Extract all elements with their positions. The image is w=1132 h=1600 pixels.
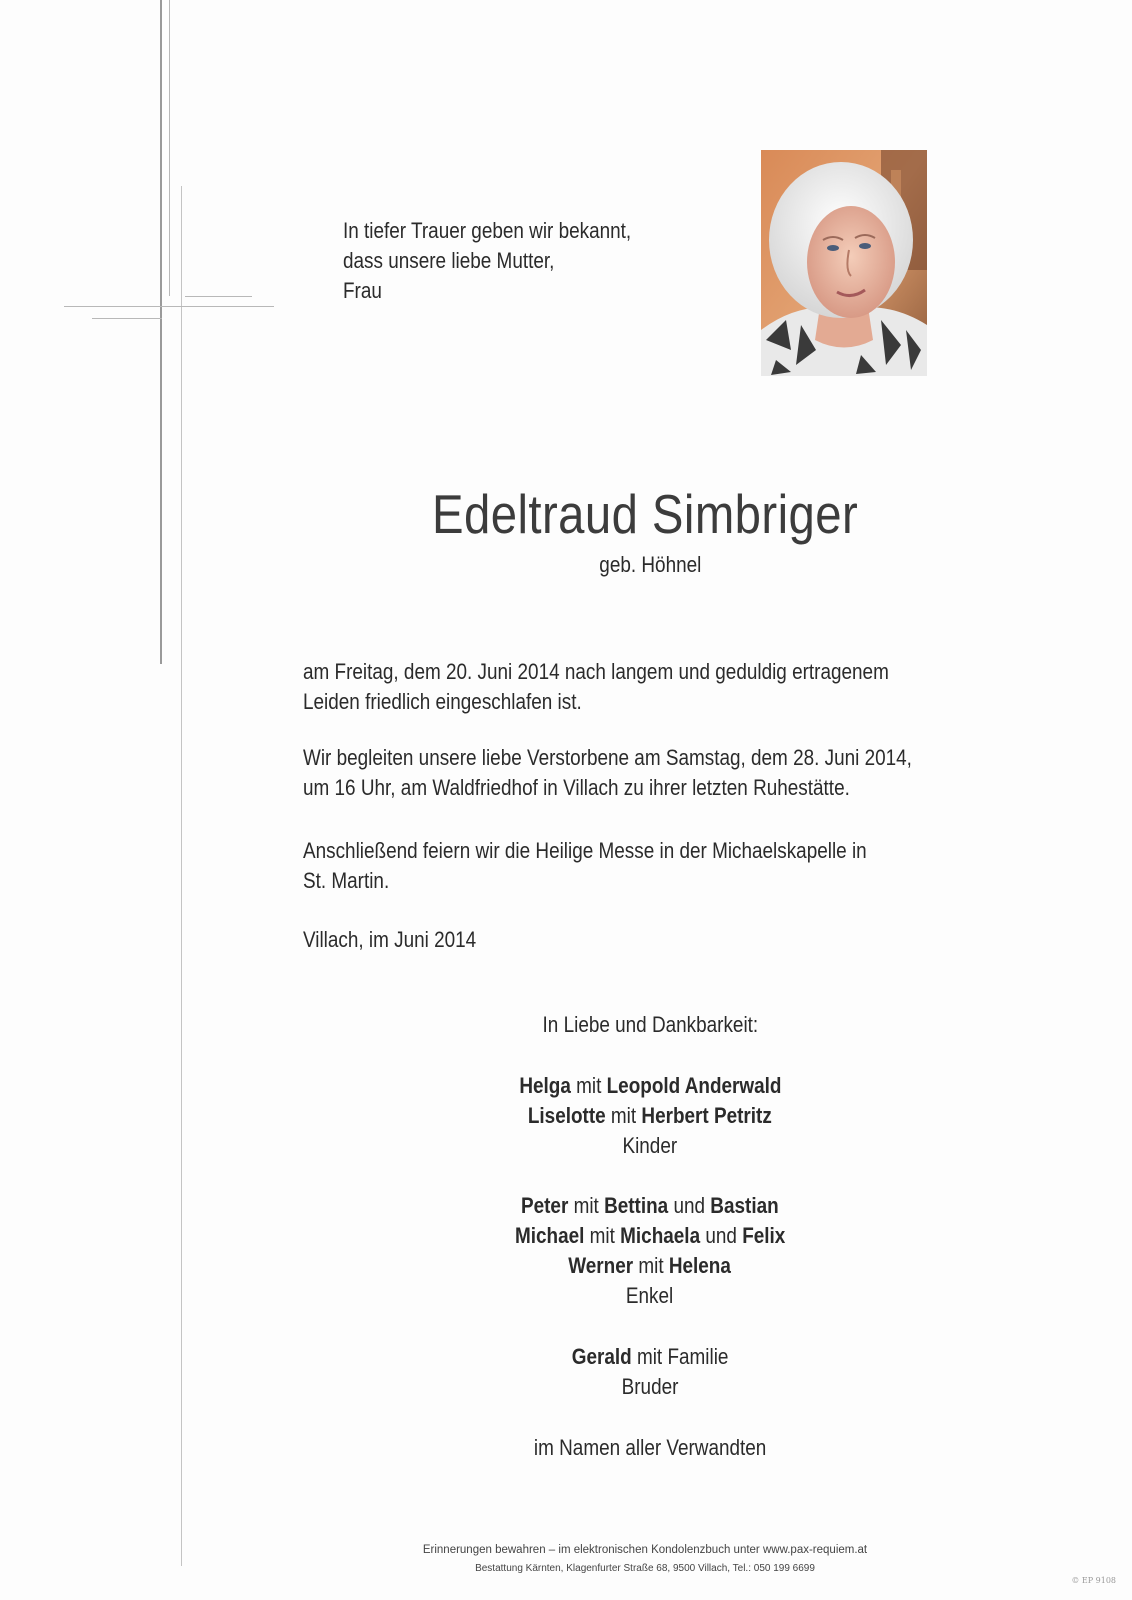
footer-line-1: Erinnerungen bewahren – im elektronischen Kondolenzbuch unter www.pax-requiem.at [422, 1544, 868, 1556]
body-p2-line2: um 16 Uhr, am Waldfriedhof in Villach zu ihrer letzten Ruhestätte. [303, 775, 850, 800]
body-p3-line1: Anschließend feiern wir die Heilige Messe in der Michaelskapelle in [303, 838, 867, 863]
body-p2-line1: Wir begleiten unsere liebe Verstorbene am Samstag, dem 28. Juni 2014, [303, 745, 912, 770]
mourners-heading: In Liebe und Dankbarkeit: [542, 1012, 758, 1037]
children-row-2: Liselotte mit Herbert Petritz [528, 1103, 772, 1128]
body-p1-line1: am Freitag, dem 20. Juni 2014 nach langem und geduldig ertragenem [303, 659, 889, 684]
intro-line-1: In tiefer Trauer geben wir bekannt, [343, 218, 632, 243]
grandchildren-row-1: Peter mit Bettina und Bastian [521, 1193, 779, 1218]
deceased-name: Edeltraud Simbriger [432, 483, 859, 545]
children-label: Kinder [622, 1133, 678, 1158]
grandchildren-label: Enkel [626, 1283, 674, 1308]
grandchildren-row-2: Michael mit Michaela und Felix [514, 1223, 786, 1248]
closing-line: im Namen aller Verwandten [533, 1435, 767, 1460]
body-p1-line2: Leiden friedlich eingeschlafen ist. [303, 689, 582, 714]
brother-row-1: Gerald mit Familie [571, 1344, 729, 1369]
birth-name: geb. Höhnel [598, 552, 702, 577]
print-code: © EP 9108 [1071, 1576, 1116, 1585]
intro-line-2: dass unsere liebe Mutter, [343, 248, 555, 273]
grandchildren-row-3: Werner mit Helena [568, 1253, 732, 1278]
brother-label: Bruder [621, 1374, 679, 1399]
body-p3-line2: St. Martin. [303, 868, 390, 893]
children-row-1: Helga mit Leopold Anderwald [518, 1073, 782, 1098]
portrait-photo [761, 150, 927, 376]
intro-line-3: Frau [343, 278, 382, 303]
footer-line-2: Bestattung Kärnten, Klagenfurter Straße 68, 9500 Villach, Tel.: 050 199 6699 [475, 1563, 815, 1574]
place-date: Villach, im Juni 2014 [303, 927, 477, 952]
